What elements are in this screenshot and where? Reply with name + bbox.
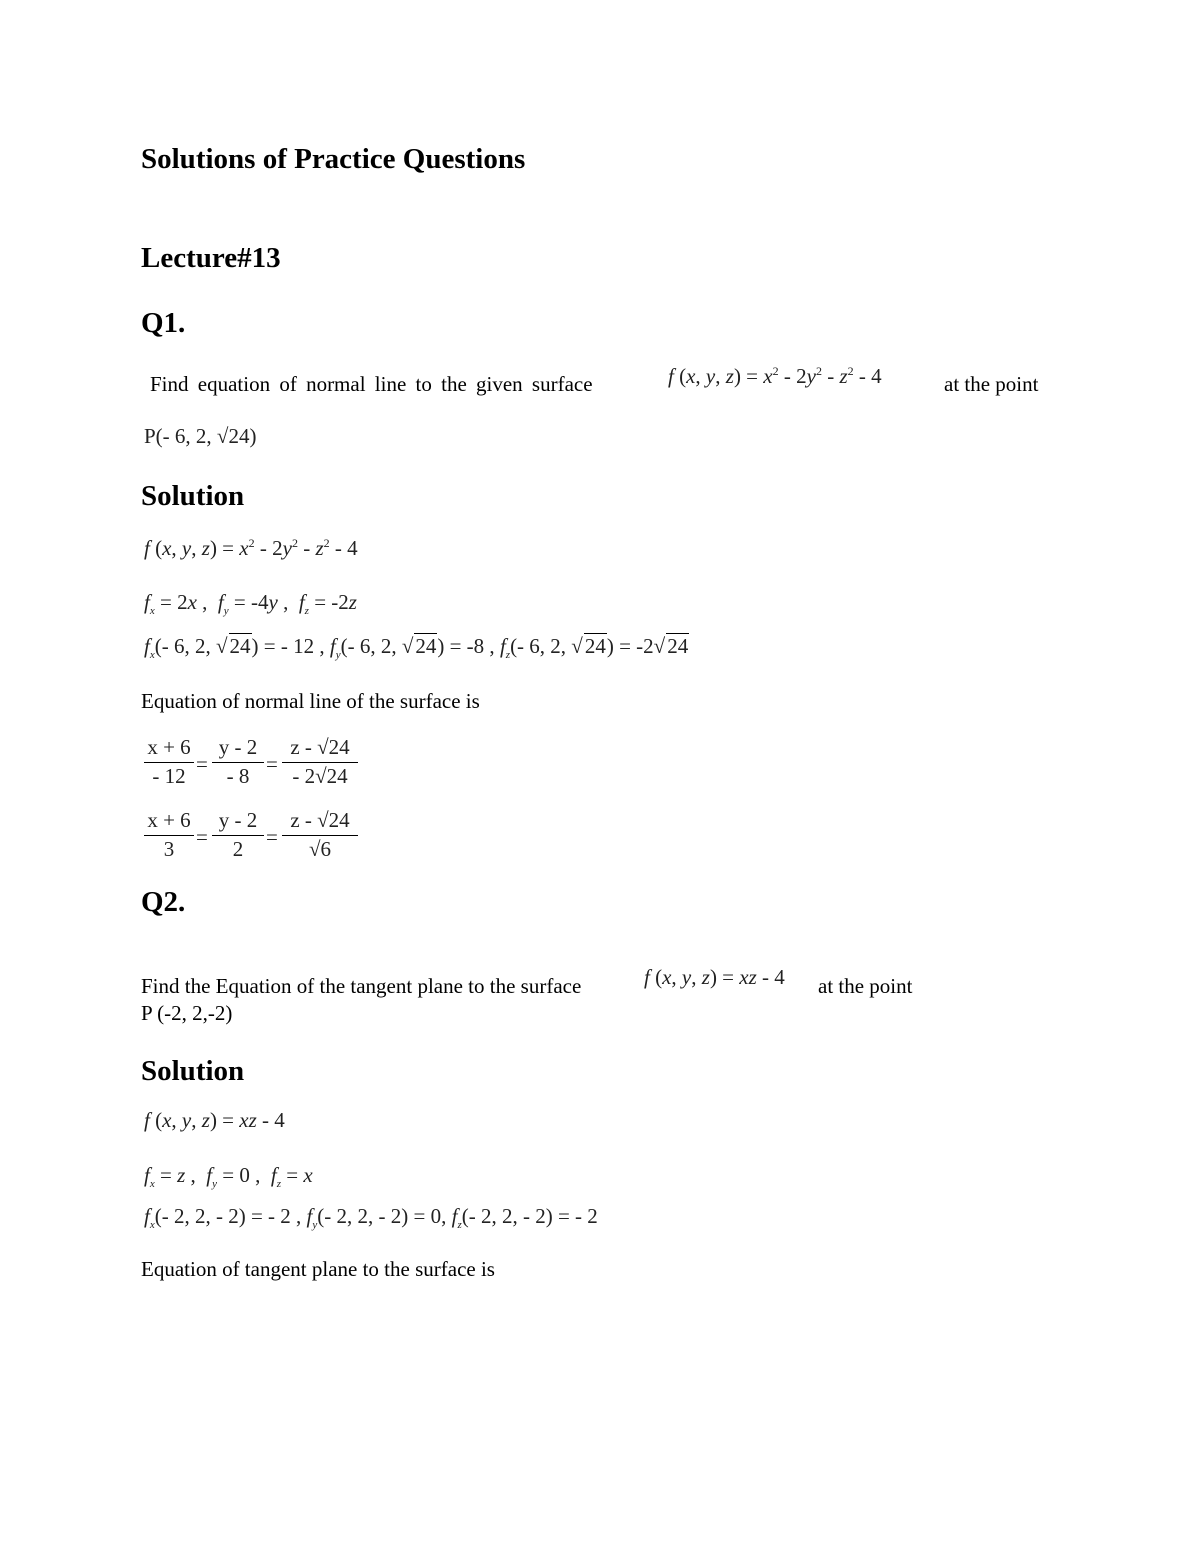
q2-point: P (-2, 2,-2) xyxy=(141,1001,233,1025)
q1-normal-line-text: Equation of normal line of the surface is xyxy=(141,689,480,713)
q1-line1-num2: y - 2 xyxy=(218,735,258,759)
q1-line1-den2: - 8 xyxy=(226,764,250,788)
q1-line2-frac2 xyxy=(212,808,264,862)
q1-line1-den1: - 12 xyxy=(152,764,186,788)
q1-line2-den2: 2 xyxy=(232,837,244,861)
q1-function-equation: f (x, y, $z) = x^2 - 2y^2 - z^2 - 4$ xyxy=(144,536,358,560)
q2-label: Q2. xyxy=(141,886,186,918)
q1-line2-num1: x + 6 xyxy=(147,808,191,832)
q1-line2-den3: √6 xyxy=(308,837,332,861)
q2-partials: $f_x = z$ , $f_y = 0$ , $f_z = x$ xyxy=(144,1163,313,1191)
q1-line1-den3: - 2√24 xyxy=(292,764,348,788)
q2-function-equation: f (x, y, z) = xz - 4 xyxy=(144,1108,285,1132)
q2-question-text: Find the Equation of the tangent plane to the surface xyxy=(141,974,582,998)
q1-question-text-end: at the point xyxy=(944,372,1039,396)
q1-line1-frac3 xyxy=(282,735,358,789)
q1-line2-num2: y - 2 xyxy=(218,808,258,832)
q2-tangent-plane-text: Equation of tangent plane to the surface is xyxy=(141,1257,495,1281)
q1-label: Q1. xyxy=(141,307,186,339)
q1-question-text: Find equation of normal line to the given surface xyxy=(150,372,593,396)
q1-solution-heading: Solution xyxy=(141,480,245,512)
q1-partials: $f_x = 2x$ , $f_y = -4y$ , $f_z = -2z$ xyxy=(144,590,357,618)
q1-line2-num3: z - √24 xyxy=(290,808,350,832)
q2-solution-heading: Solution xyxy=(141,1055,245,1087)
lecture-heading: Lecture#13 xyxy=(141,242,281,274)
page-title: Solutions of Practice Questions xyxy=(141,143,526,175)
q1-line1-num1: x + 6 xyxy=(147,735,191,759)
q1-line2-frac1 xyxy=(144,808,194,862)
q1-line2-frac3 xyxy=(282,808,358,862)
q1-line1-num3: z - √24 xyxy=(290,735,350,759)
q1-line2-den1: 3 xyxy=(163,837,175,861)
q2-partials-at-point: $f_x(-$ 2, 2, - 2) = - 2 , $f_y(-$ 2, 2, - 2) = 0, $f_z(-$ 2, 2, - 2) = - 2 xyxy=(144,1204,598,1232)
q1-line1-frac1 xyxy=(144,735,194,789)
q2-question-text-end: at the point xyxy=(818,974,913,998)
q1-point: P(- 6, 2, √24) xyxy=(144,424,257,448)
q1-partials-at-point: $f_x(-$ 6, 2, √24) = - 12 , $f_y(-$ 6, 2, √24) = -8 , $f_z(-$ 6, 2, √24) = -2√24 xyxy=(144,634,689,662)
q1-surface-equation: f (x, y, $z) = x^2 - 2y^2 - z^2 - 4$ xyxy=(668,364,882,388)
q1-line1-frac2 xyxy=(212,735,264,789)
q2-surface-equation: f (x, y, z) = xz - 4 xyxy=(644,965,785,989)
